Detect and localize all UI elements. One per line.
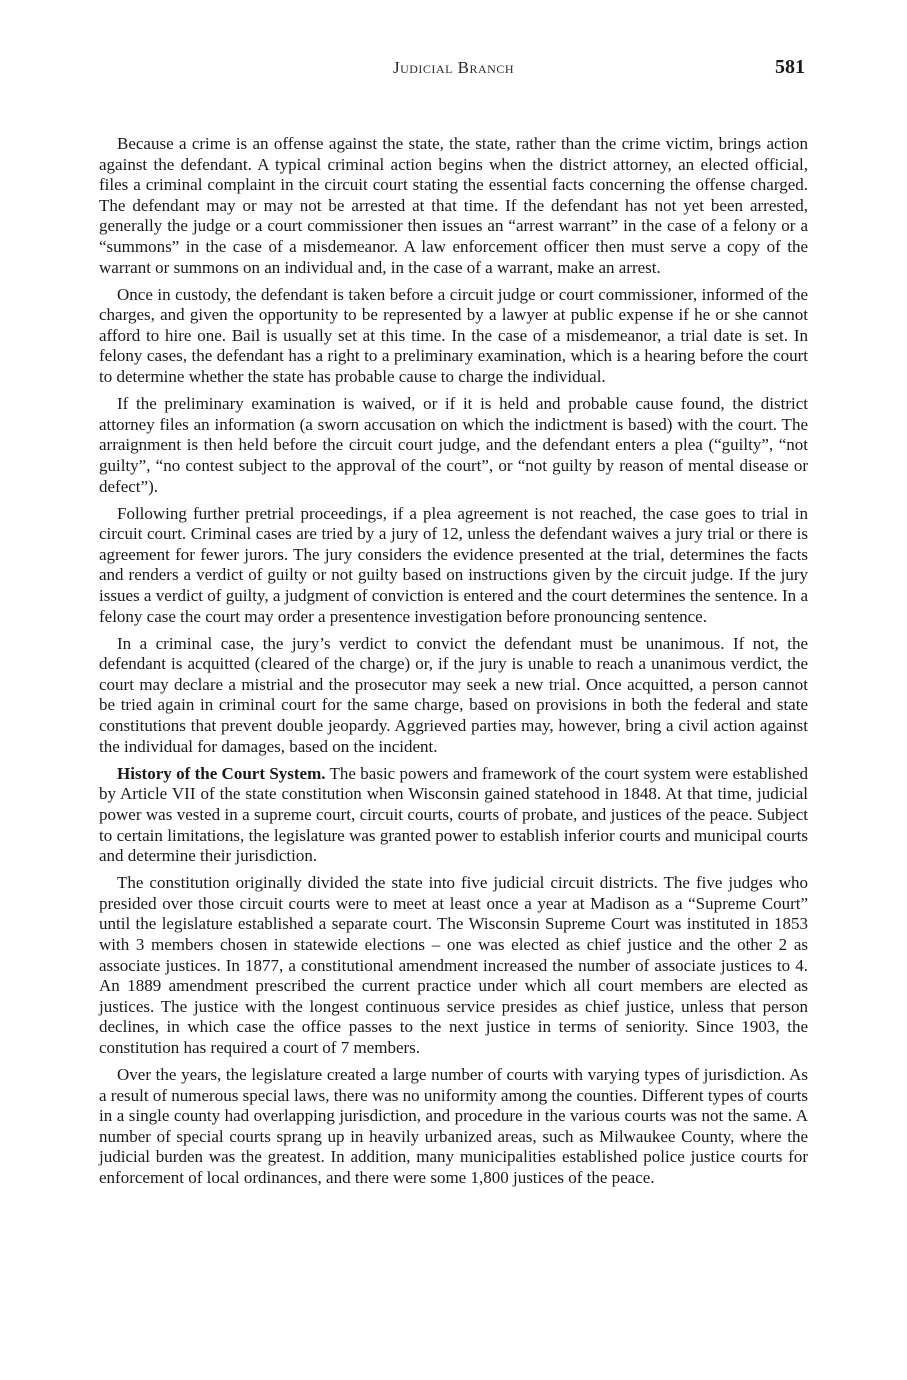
running-head — [0, 56, 907, 82]
paragraph-history: History of the Court System. The basic powers and framework of the court system were established by Article VII of the state constitution when Wisconsin gained statehood in 1848. At that time, judicial power was vested in a supreme court, circuit courts, courts of probate, and justices of the peace. Subject to certain limitations, the legislature was granted power to establish inferior courts and municipal courts and determine their jurisdiction. — [99, 763, 809, 866]
paragraph-custody: Once in custody, the defendant is taken before a circuit judge or court commissioner, informed of the charges, and given the opportunity to be represented by a lawyer at public expense if he or she cannot afford to hire one. Bail is usually set at this time. In the case of a misdemeanor, a trial date is set. In felony cases, the defendant has a right to a preliminary examination, which is a hearing before the court to determine whether the state has probable cause to charge the individual. — [99, 284, 808, 387]
paragraph-legislature-courts: Over the years, the legislature created a large number of courts with varying types of jurisdiction. As a result of numerous special laws, there was no uniformity among the counties. Different types of courts in a single county had overlapping jurisdiction, and procedure in the various courts was not the same. A number of special courts sprang up in heavily urbanized areas, such as Milwaukee County, where the judicial burden was the greatest. In addition, many municipalities established police justice courts for enforcement of local ordinances, and there were some 1,800 justices of the peace. — [99, 1065, 808, 1187]
section-heading-history: History of the Court System. — [117, 763, 326, 783]
paragraph-criminal-action: Because a crime is an offense against the state, the state, rather than the crime victim, brings action against the defendant. A typical criminal action begins when the district attorney, an elected official, files a criminal complaint in the circuit court stating the essential facts concerning the offense charged. The defendant may or may not be arrested at that time. If the defendant has not yet been arrested, generally the judge or a court commissioner then issues an “arrest warrant” in the case of a felony or a “summons” in the case of a misdemeanor. A law enforcement officer then must serve a copy of the warrant or summons on an individual and, in the case of a warrant, make an arrest. — [99, 134, 808, 277]
paragraph-constitution: The constitution originally divided the state into five judicial circuit districts. The five judges who presided over those circuit courts were to meet at least once a year at Madison as a “Supreme Court” until the legislature established a separate court. The Wisconsin Supreme Court was instituted in 1853 with 3 members chosen in statewide elections – one was elected as chief justice and the other 2 as associate justices. In 1877, a constitutional amendment increased the number of associate justices to 4. An 1889 amendment prescribed the current practice under which all court members are elected as justices. The justice with the longest continuous service presides as chief justice, unless that person declines, in which case the office passes to the next justice in terms of seniority. Since 1903, the constitution has required a court of 7 members. — [99, 873, 808, 1057]
paragraph-verdict: In a criminal case, the jury’s verdict to convict the defendant must be unanimous. If not, the defendant is acquitted (cleared of the charge) or, if the jury is unable to reach a unanimous verdict, the court may declare a mistrial and the prosecutor may seek a new trial. Once acquitted, a person cannot be tried again in criminal court for the same charge, based on provisions in both the federal and state constitutions that prevent double jeopardy. Aggrieved parties may, however, bring a civil action against the individual for damages, based on the incident. — [99, 633, 808, 756]
paragraph-trial: Following further pretrial proceedings, if a plea agreement is not reached, the case goes to trial in circuit court. Criminal cases are tried by a jury of 12, unless the defendant waives a jury trial or there is agreement for fewer jurors. The jury considers the evidence presented at the trial, determines the facts and renders a verdict of guilty or not guilty based on instructions given by the circuit judge. If the jury issues a verdict of guilty, a judgment of conviction is entered and the court determines the sentence. In a felony case the court may order a presentence investigation before pronouncing sentence. — [99, 503, 808, 626]
body-text — [99, 134, 808, 1195]
section-title: Judicial Branch — [392, 58, 515, 77]
paragraph-preliminary-examination: If the preliminary examination is waived, or if it is held and probable cause found, the district attorney files an information (a sworn accusation on which the indictment is based) with the court. The arraignment is then held before the circuit court judge, and the defendant enters a plea (“guilty”, “not guilty”, “no contest subject to the approval of the court”, or “not guilty by reason of mental disease or defect”). — [99, 394, 808, 496]
page-number: 581 — [775, 56, 805, 78]
